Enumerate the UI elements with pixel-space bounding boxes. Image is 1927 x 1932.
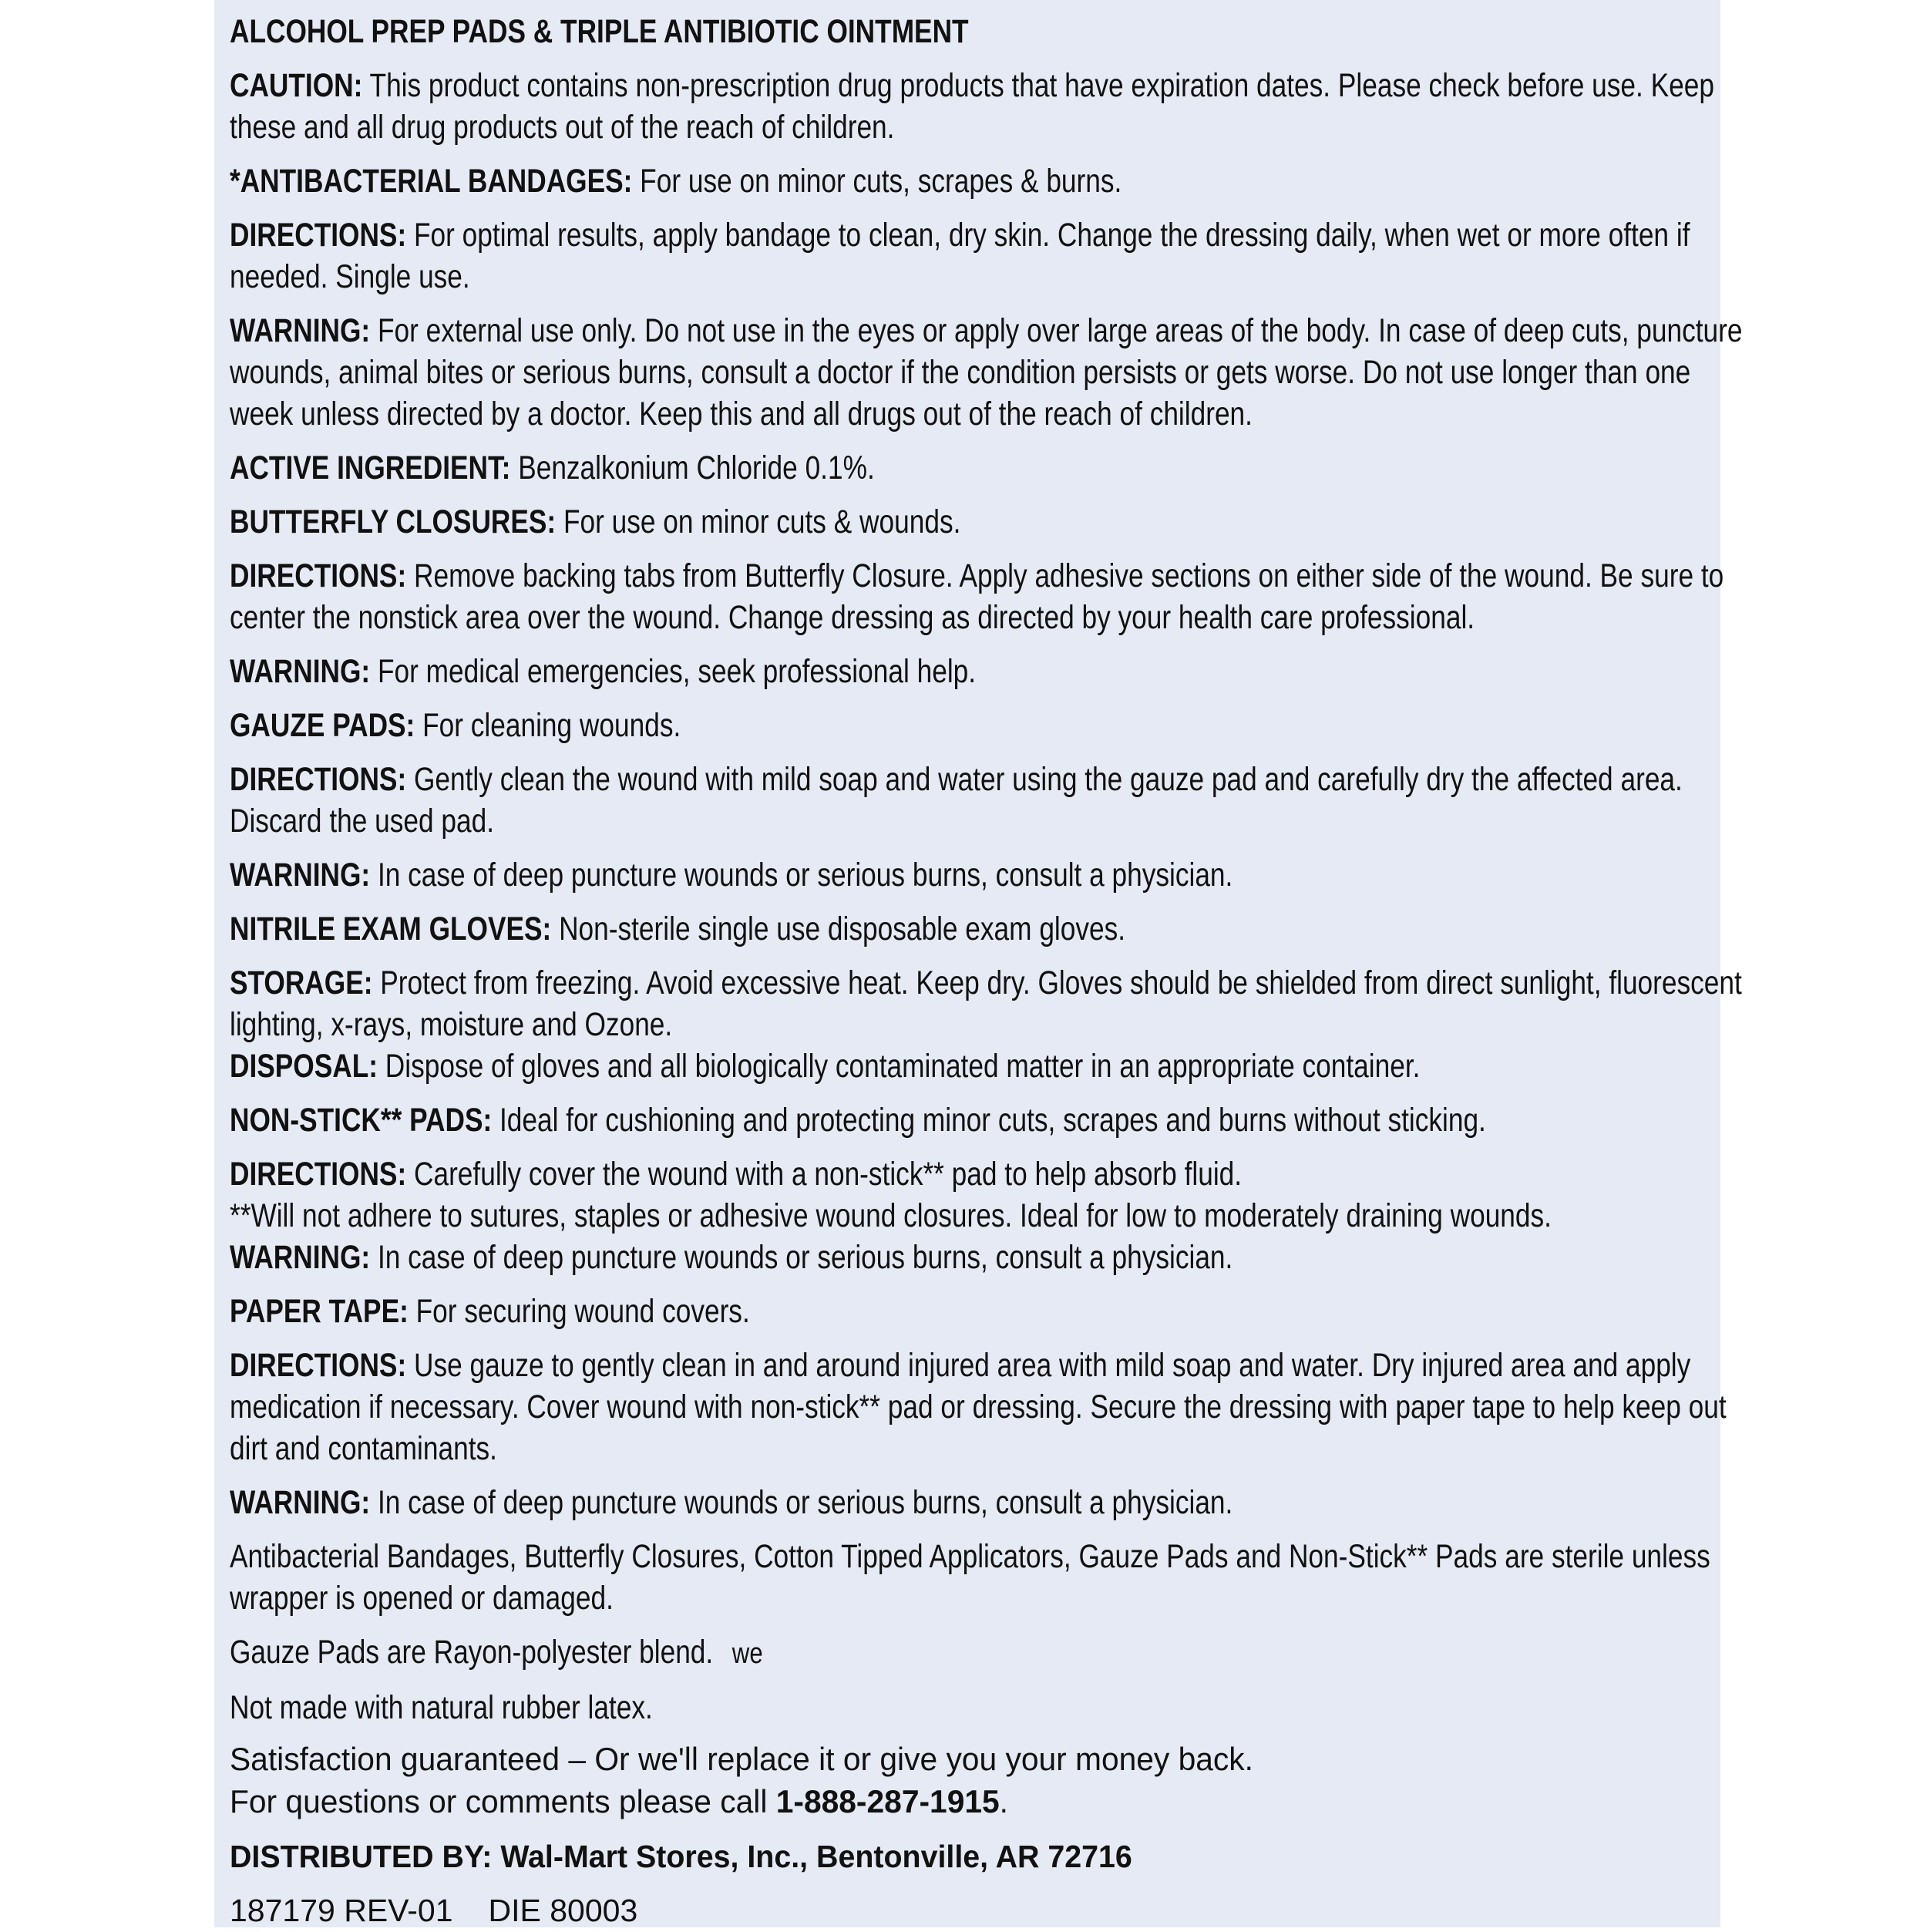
footer-contact (230, 1738, 1725, 1823)
gauze-warning: WARNING: In case of deep puncture wounds or serious burns, consult a physician. (230, 857, 1233, 894)
product-codes (230, 1889, 1705, 1932)
gauze-blend-note: Gauze Pads are Rayon-polyester blend. we (230, 1634, 763, 1671)
sterile-note: Antibacterial Bandages, Butterfly Closures, Cotton Tipped Applicators, Gauze Pads and Non-Stick** Pads are sterile unless (230, 1538, 1710, 1575)
butterfly-directions-line-2: center the nonstick area over the wound. Change dressing as directed by your health care professional. (230, 599, 1475, 636)
gloves-storage-line-2: lighting, x-rays, moisture and Ozone. (230, 1006, 673, 1043)
caution-line-2: these and all drug products out of the reach of children. (230, 109, 895, 146)
tape-warning: WARNING: In case of deep puncture wounds or serious burns, consult a physician. (230, 1484, 1233, 1521)
distributor-line: DISTRIBUTED BY: Wal-Mart Stores, Inc., Bentonville, AR 72716 (230, 1839, 1132, 1874)
tape-heading: PAPER TAPE: For securing wound covers. (230, 1293, 750, 1330)
butterfly-warning: WARNING: For medical emergencies, seek professional help. (230, 653, 977, 690)
gloves-heading: NITRILE EXAM GLOVES: Non-sterile single use disposable exam gloves. (230, 910, 1126, 947)
sterile-note-line-2: wrapper is opened or damaged. (230, 1580, 614, 1617)
active-ingredient: ACTIVE INGREDIENT: Benzalkonium Chloride 0.1%. (230, 449, 875, 486)
latex-note: Not made with natural rubber latex. (230, 1689, 653, 1726)
caution-paragraph: CAUTION: This product contains non-prescription drug products that have expiration dates. Please check before use. Keep (230, 67, 1714, 104)
satisfaction-guarantee: Satisfaction guaranteed – Or we'll replace it or give you your money back. (230, 1741, 1253, 1777)
antibacterial-warning-line-3: week unless directed by a doctor. Keep this and all drugs out of the reach of children. (230, 395, 1253, 433)
nonstick-directions: DIRECTIONS: Carefully cover the wound with a non-stick** pad to help absorb fluid. (230, 1156, 1243, 1193)
gauze-blend-suffix: we (731, 1637, 763, 1670)
nonstick-footnote: **Will not adhere to sutures, staples or adhesive wound closures. Ideal for low to moderately draining wounds. (230, 1197, 1552, 1234)
revision-code: 187179 REV-01 (230, 1893, 453, 1928)
tape-directions: DIRECTIONS: Use gauze to gently clean in and around injured area with mild soap and water. Dry injured area and apply (230, 1347, 1691, 1384)
gloves-storage: STORAGE: Protect from freezing. Avoid excessive heat. Keep dry. Gloves should be shielded from direct sunlight, fluorescent (230, 964, 1742, 1001)
tape-directions-line-2: medication if necessary. Cover wound with non-stick** pad or dressing. Secure the dressing with paper tape to help keep out (230, 1388, 1727, 1425)
gauze-heading: GAUZE PADS: For cleaning wounds. (230, 707, 681, 744)
gauze-directions-line-2: Discard the used pad. (230, 803, 495, 840)
caution-label: CAUTION: (230, 67, 363, 104)
nonstick-heading: NON-STICK** PADS: Ideal for cushioning and protecting minor cuts, scrapes and burns without sticking. (230, 1102, 1486, 1139)
phone-number: 1-888-287-1915 (775, 1783, 1000, 1819)
antibacterial-heading: *ANTIBACTERIAL BANDAGES: For use on minor cuts, scrapes & burns. (230, 163, 1122, 200)
product-label-panel (214, 0, 1743, 1928)
label-title: ALCOHOL PREP PADS & TRIPLE ANTIBIOTIC OINTMENT (230, 13, 969, 50)
questions-line: For questions or comments please call 1-888-287-1915. (230, 1783, 1008, 1819)
tape-directions-line-3: dirt and contaminants. (230, 1430, 497, 1467)
butterfly-heading: BUTTERFLY CLOSURES: For use on minor cuts & wounds. (230, 503, 961, 540)
antibacterial-warning-line-2: wounds, animal bites or serious burns, consult a doctor if the condition persists or gets worse. Do not use longer than one (230, 354, 1691, 391)
die-code: DIE 80003 (488, 1893, 638, 1928)
nonstick-warning: WARNING: In case of deep puncture wounds or serious burns, consult a physician. (230, 1239, 1233, 1276)
butterfly-directions: DIRECTIONS: Remove backing tabs from Butterfly Closure. Apply adhesive sections on either side of the wound. Be sure to (230, 557, 1724, 594)
antibacterial-warning: WARNING: For external use only. Do not use in the eyes or apply over large areas of the body. In case of deep cuts, puncture (230, 312, 1743, 349)
label-body (230, 11, 1743, 1728)
gauze-directions: DIRECTIONS: Gently clean the wound with mild soap and water using the gauze pad and carefully dry the affected area. (230, 761, 1683, 798)
gloves-disposal: DISPOSAL: Dispose of gloves and all biologically contaminated matter in an appropriate container. (230, 1048, 1421, 1085)
antibacterial-directions-line-2: needed. Single use. (230, 258, 470, 295)
antibacterial-directions: DIRECTIONS: For optimal results, apply bandage to clean, dry skin. Change the dressing daily, when wet or more often if (230, 217, 1690, 254)
